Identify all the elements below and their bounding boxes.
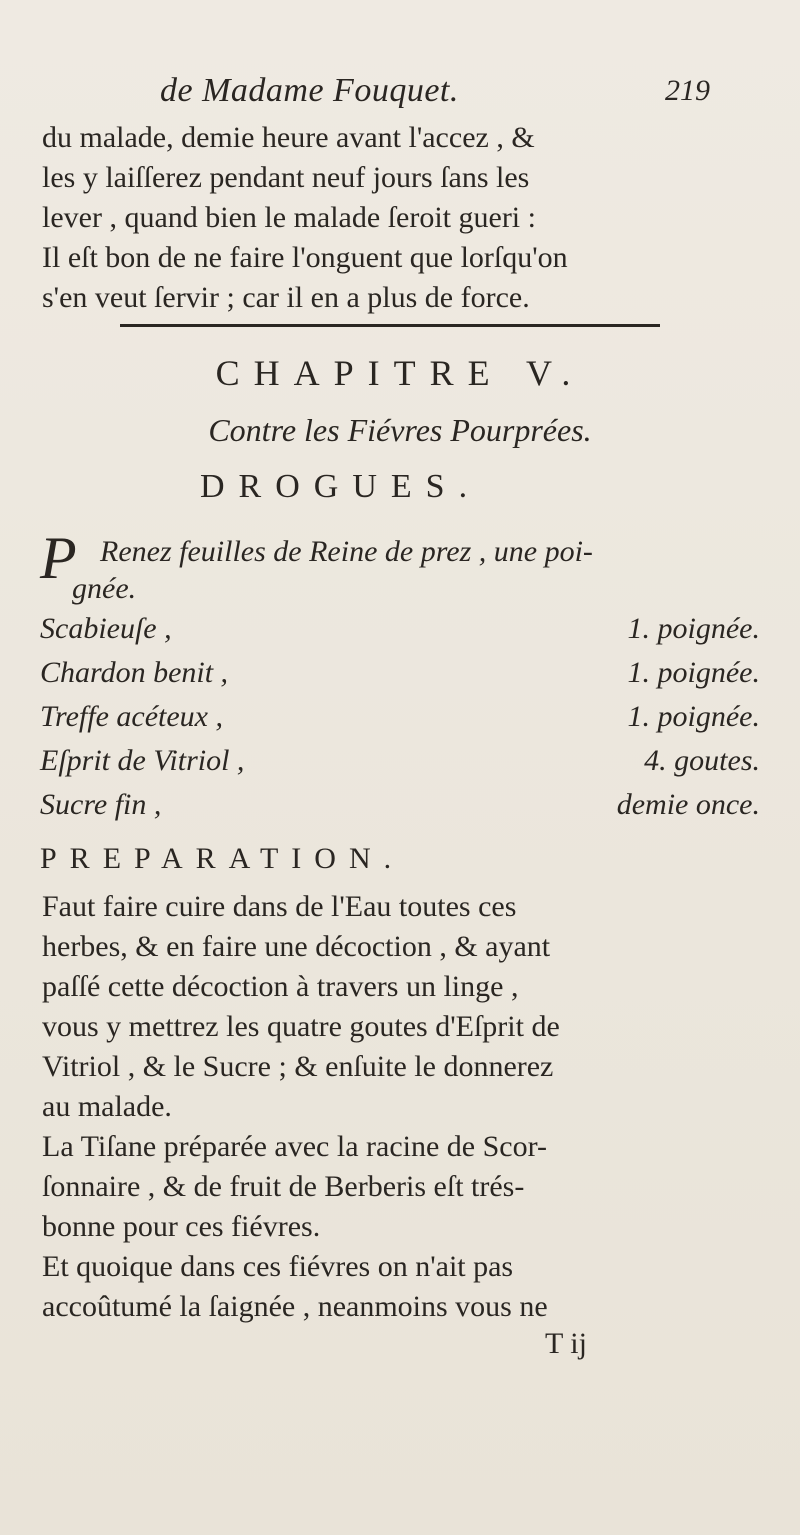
tisane-paragraph (42, 1087, 747, 1207)
ingredient-name: Sucre fin , (40, 788, 162, 821)
text-line: paſſé cette décoction à travers un linge , (42, 970, 519, 1003)
chapter-divider-rule (120, 324, 660, 327)
recipe-intro-continuation: gnée. (72, 572, 137, 605)
text-line: s'en veut ſervir ; car il en a plus de force. (42, 281, 530, 314)
chapter-heading: CHAPITRE V. (215, 353, 585, 393)
ingredient-list (40, 612, 760, 832)
text-line: du malade, demie heure avant l'accez , & (42, 121, 535, 154)
ingredient-row (40, 788, 760, 832)
text-line: accoûtumé la ſaignée , neanmoins vous ne (42, 1290, 548, 1323)
drop-cap: P (40, 525, 77, 591)
text-line: Il eſt bon de ne faire l'onguent que lorſqu'on (42, 241, 568, 274)
ingredient-row (40, 700, 760, 744)
ingredient-name: Eſprit de Vitriol , (40, 744, 245, 777)
text-line: les y laiſſerez pendant neuf jours ſans les (42, 161, 530, 194)
drogues-heading: DROGUES. (200, 468, 482, 505)
ingredient-quantity: 1. poignée. (627, 656, 760, 689)
ingredient-quantity: 1. poignée. (627, 700, 760, 733)
recipe-intro-line: Renez feuilles de Reine de prez , une poi- (100, 535, 593, 568)
ingredient-name: Chardon benit , (40, 656, 229, 689)
page-number: 219 (665, 74, 710, 107)
text-line: Et quoique dans ces fiévres on n'ait pas (42, 1250, 514, 1283)
text-line: vous y mettrez les quatre goutes d'Eſprit de (42, 1010, 560, 1043)
chapter-subtitle: Contre les Fiévres Pourprées. (208, 412, 592, 448)
ingredient-quantity: demie once. (616, 788, 760, 821)
text-line: Faut faire cuire dans de l'Eau toutes ces (42, 890, 517, 923)
text-line: bonne pour ces fiévres. (42, 1210, 321, 1243)
text-line: herbes, & en faire une décoction , & ayant (42, 930, 551, 963)
ingredient-row (40, 656, 760, 700)
preparation-paragraph (42, 887, 747, 1087)
text-line: ſonnaire , & de fruit de Berberis eſt trés- (42, 1170, 525, 1203)
text-line: La Tiſane préparée avec la racine de Scor- (42, 1130, 547, 1163)
catchword: T ij (545, 1327, 587, 1360)
top-paragraph (42, 118, 747, 318)
text-line: au malade. (42, 1090, 172, 1123)
text-line: lever , quand bien le malade ſeroit gueri : (42, 201, 536, 234)
ingredient-quantity: 1. poignée. (627, 612, 760, 645)
text-line: Vitriol , & le Sucre ; & enſuite le donnerez (42, 1050, 554, 1083)
ingredient-row (40, 744, 760, 788)
preparation-heading: PREPARATION. (40, 842, 405, 875)
ingredient-row (40, 612, 760, 656)
ingredient-name: Scabieuſe , (40, 612, 172, 645)
ingredient-name: Treffe acéteux , (40, 700, 223, 733)
saignee-paragraph (42, 1207, 747, 1327)
running-head (0, 72, 800, 116)
ingredient-quantity: 4. goutes. (644, 744, 760, 777)
running-title: de Madame Fouquet. (160, 72, 459, 109)
